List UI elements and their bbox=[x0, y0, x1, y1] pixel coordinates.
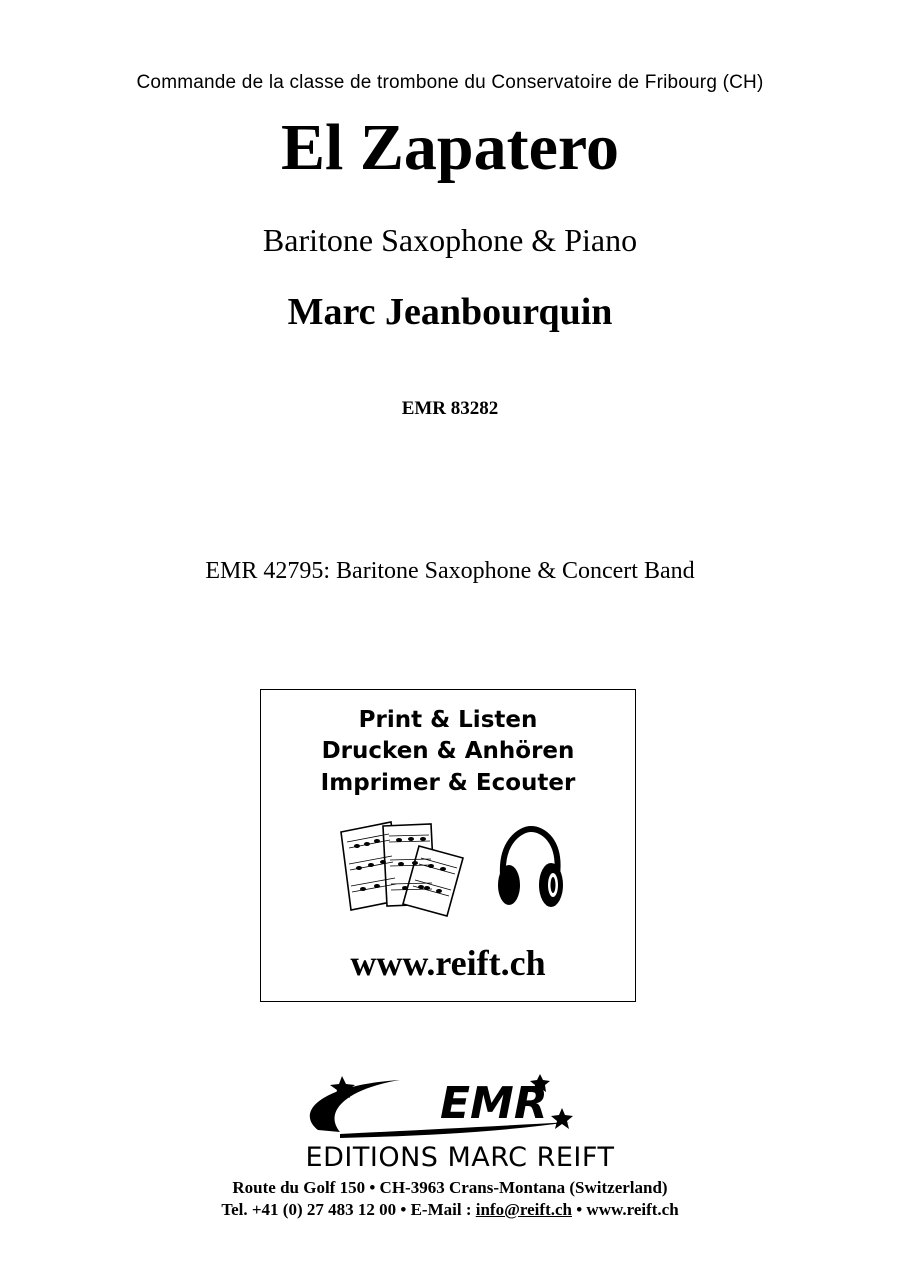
logo-emr-text: EMR bbox=[440, 1078, 548, 1129]
commission-note: Commande de la classe de trombone du Conservatoire de Fribourg (CH) bbox=[136, 72, 764, 93]
promo-line-english: Print & Listen bbox=[358, 707, 538, 733]
publisher-contact bbox=[0, 1200, 900, 1220]
print-listen-box bbox=[260, 689, 636, 1002]
promo-line-french: Imprimer & Ecouter bbox=[320, 770, 576, 796]
sheet-music-icon bbox=[339, 818, 469, 918]
piece-title: El Zapatero bbox=[281, 111, 619, 184]
website-text: • www.reift.ch bbox=[571, 1200, 679, 1219]
publisher-name: EDITIONS MARC REIFT bbox=[305, 1142, 615, 1170]
headphones-icon bbox=[495, 825, 565, 915]
instrumentation: Baritone Saxophone & Piano bbox=[262, 222, 638, 258]
catalog-number: EMR 83282 bbox=[401, 398, 499, 419]
publisher-address: Route du Golf 150 • CH-3963 Crans-Montana (Switzerland) bbox=[232, 1178, 668, 1197]
alternate-edition: EMR 42795: Baritone Saxophone & Concert Band bbox=[205, 558, 695, 584]
promo-line-german: Drucken & Anhören bbox=[321, 738, 575, 764]
email-link[interactable]: info@reift.ch bbox=[475, 1200, 572, 1219]
phone-text: Tel. +41 (0) 27 483 12 00 • E-Mail : bbox=[221, 1200, 476, 1219]
emr-logo bbox=[240, 1070, 680, 1170]
promo-website: www.reift.ch bbox=[350, 943, 546, 983]
composer-name: Marc Jeanbourquin bbox=[287, 291, 613, 333]
